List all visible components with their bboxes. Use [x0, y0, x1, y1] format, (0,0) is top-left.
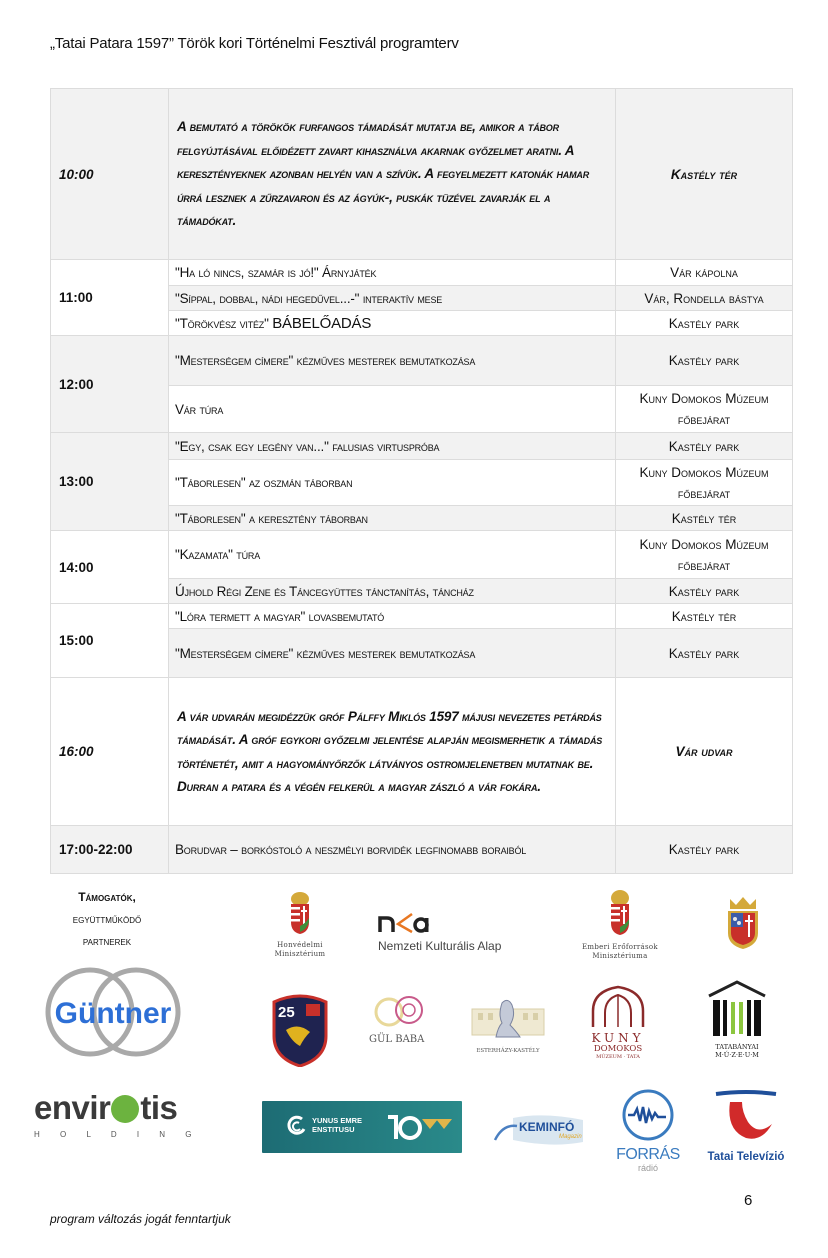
castle-statue-icon: [468, 995, 548, 1043]
event-description: [169, 311, 616, 336]
event-location: Kastély park: [616, 433, 793, 460]
table-row: [51, 678, 793, 826]
event-description: Borudvar – borkóstoló a neszmélyi borvidék legfinomabb boraiból: [169, 826, 616, 874]
sponsors-label-line3: partnerek: [82, 934, 132, 948]
honvedelmi-line1: Honvédelmi: [277, 941, 323, 949]
keminfo-text: KEMINFÓ: [519, 1120, 575, 1134]
event-location: Vár udvar: [616, 678, 793, 826]
tatabanyai-line1: TATABÁNYAI: [715, 1043, 759, 1051]
gothic-arch-icon: [583, 985, 653, 1027]
museum-building-icon: [703, 980, 771, 1038]
table-row: [51, 826, 793, 874]
kuny-line1: KUNY: [591, 1031, 645, 1045]
rose-icon: [365, 995, 435, 1029]
logo-nka: [378, 910, 528, 955]
yunus-emre-swirl-icon: [286, 1115, 308, 1137]
event-description: "Síppal, dobbal, nádi hegedűvel...-" interaktív mese: [169, 286, 616, 311]
table-row: [51, 260, 793, 286]
kuny-line2: DOMOKOS: [593, 1044, 643, 1054]
emberi-line2: Minisztériuma: [592, 952, 648, 960]
event-location: Vár, Rondella bástya: [616, 286, 793, 311]
table-row: [51, 89, 793, 260]
sound-wave-circle-icon: [616, 1088, 680, 1142]
event-description: A vár udvarán megidézzük gróf Pálffy Miklós 1597 májusi nevezetes petárdás támadását. A gróf egykori győzelmi jelentése alapján megismerhetik a támadás történetét, amit a hagyományőrzők látványos ostromjelenetben mutatnak be. Durran a patara és a végén felkerül a magyar zászló a vár fokára.: [169, 678, 616, 826]
event-location: Vár kápolna: [616, 260, 793, 286]
event-location: Kastély tér: [616, 89, 793, 260]
forras-text: FORRÁS: [616, 1146, 680, 1163]
time-cell: 12:00: [51, 336, 169, 433]
table-row: [51, 531, 793, 579]
event-location: Kastély park: [616, 336, 793, 386]
footer-note: program változás jogát fenntartjuk: [50, 1212, 231, 1226]
logo-forras-radio: [616, 1088, 680, 1174]
nka-mark-icon: [378, 910, 438, 934]
sponsors-label: [52, 886, 162, 952]
event-description: "Táborlesen" az oszmán táborban: [169, 460, 616, 506]
event-description: "Kazamata" túra: [169, 531, 616, 579]
event-description: "Mesterségem címere" kézműves mesterek bemutatkozása: [169, 629, 616, 678]
event-title: "Törökvész vitéz": [175, 315, 273, 331]
logo-guntner: [38, 965, 188, 1060]
event-description: "Lóra termett a magyar" lovasbemutató: [169, 604, 616, 629]
time-cell: 14:00: [51, 531, 169, 604]
event-type: BÁBELŐADÁS: [272, 314, 372, 332]
logo-gul-baba: [365, 995, 435, 1065]
logo-envirotis-holding: [34, 1090, 199, 1145]
event-description: "Egy, csak egy legény van..." falusias virtuspróba: [169, 433, 616, 460]
envirotis-sub: H O L D I N G: [34, 1130, 201, 1139]
event-location: Kastély tér: [616, 604, 793, 629]
logo-esterhazy-kastely: [468, 995, 548, 1060]
event-description: "Táborlesen" a keresztény táborban: [169, 506, 616, 531]
tatai-tv-text: Tatai Televízió: [707, 1151, 785, 1163]
time-cell: 15:00: [51, 604, 169, 678]
leaf-circle-icon: [111, 1095, 139, 1123]
event-location: Kuny Domokos Múzeum főbejárat: [616, 460, 793, 506]
honvedelmi-line2: Minisztérium: [274, 950, 326, 958]
event-description: Újhold Régi Zene és Táncegyüttes tánctanítás, táncház: [169, 579, 616, 604]
badge-25-text: 25: [278, 1004, 295, 1021]
sponsors-label-line1: Támogatók,: [78, 890, 136, 904]
esterhazy-text: ESTERHÁZY-KASTÉLY: [476, 1048, 540, 1054]
tatai-tv-mark-icon: [700, 1088, 792, 1146]
event-location: Kastély park: [616, 311, 793, 336]
event-location: Kastély park: [616, 629, 793, 678]
logo-tata-coat-of-arms: [722, 895, 764, 953]
page-number: 6: [744, 1192, 753, 1209]
yunus-line1: YUNUS EMRE: [312, 1116, 363, 1125]
tatabanyai-line2: M·Ú·Z·E·U·M: [715, 1051, 759, 1059]
event-location: Kastély tér: [616, 506, 793, 531]
logo-yunus-emre-enstitusu: [262, 1101, 462, 1153]
event-description: Vár túra: [169, 386, 616, 433]
ten-years-mark-icon: [384, 1111, 454, 1141]
event-description: "Mesterségem címere" kézműves mesterek bemutatkozása: [169, 336, 616, 386]
envirotis-text-a: envir: [34, 1089, 111, 1126]
time-cell: 13:00: [51, 433, 169, 531]
logo-emberi-eroforrasok: [560, 888, 680, 960]
logo-honvedelmi-miniszterium: [265, 890, 335, 960]
forras-sub: rádió: [637, 1163, 658, 1173]
event-description: A bemutató a törökök furfangos támadását mutatja be, amikor a tábor felgyújtásával előidézett zavart kihasználva akarnak győzelmet aratni. A keresztényeknek azonban helyén van a szívük. A fegyelmezett katonák hamar úrrá lesznek a zűrzavaron és az ágyúk-, puskák tüzével zavarják el a támadókat.: [169, 89, 616, 260]
time-cell: 16:00: [51, 678, 169, 826]
table-row: [51, 433, 793, 460]
kuny-line3: MÚZEUM · TATA: [596, 1054, 640, 1060]
page-title: „Tatai Patara 1597” Török kori Történelmi Fesztivál programterv: [50, 35, 459, 52]
event-location: Kuny Domokos Múzeum főbejárat: [616, 386, 793, 433]
event-location: Kuny Domokos Múzeum főbejárat: [616, 531, 793, 579]
gul-baba-text: GÜL BABA: [369, 1034, 425, 1045]
nka-text: Nemzeti Kulturális Alap: [378, 939, 502, 953]
hungarian-coat-of-arms-icon: [265, 890, 335, 936]
keminfo-sub: Magazin: [559, 1134, 582, 1140]
logo-kuny-domokos-muzeum: [583, 985, 653, 1065]
event-location: Kastély park: [616, 579, 793, 604]
logo-tatai-televizio: [700, 1088, 792, 1168]
emberi-line1: Emberi Erőforrások: [582, 943, 658, 951]
logo-25-badge: [270, 992, 330, 1067]
guntner-text: Güntner: [54, 997, 172, 1030]
event-description: "Ha ló nincs, szamár is jó!" Árnyjáték: [169, 260, 616, 286]
time-cell: 17:00-22:00: [51, 826, 169, 874]
tata-coat-of-arms-icon: [722, 895, 764, 953]
table-row: [51, 336, 793, 386]
envirotis-text-b: tis: [140, 1089, 178, 1126]
logo-tatabanyai-muzeum: [703, 980, 771, 1060]
schedule-table: [50, 88, 793, 874]
time-cell: 11:00: [51, 260, 169, 336]
table-row: [51, 604, 793, 629]
hungarian-coat-of-arms-icon: [560, 888, 680, 938]
logo-keminfo-magazin: [493, 1106, 588, 1148]
yunus-line2: ENSTITUSU: [312, 1125, 355, 1134]
event-location: Kastély park: [616, 826, 793, 874]
time-cell: 10:00: [51, 89, 169, 260]
sponsors-label-line2: együttműködő: [72, 912, 142, 926]
